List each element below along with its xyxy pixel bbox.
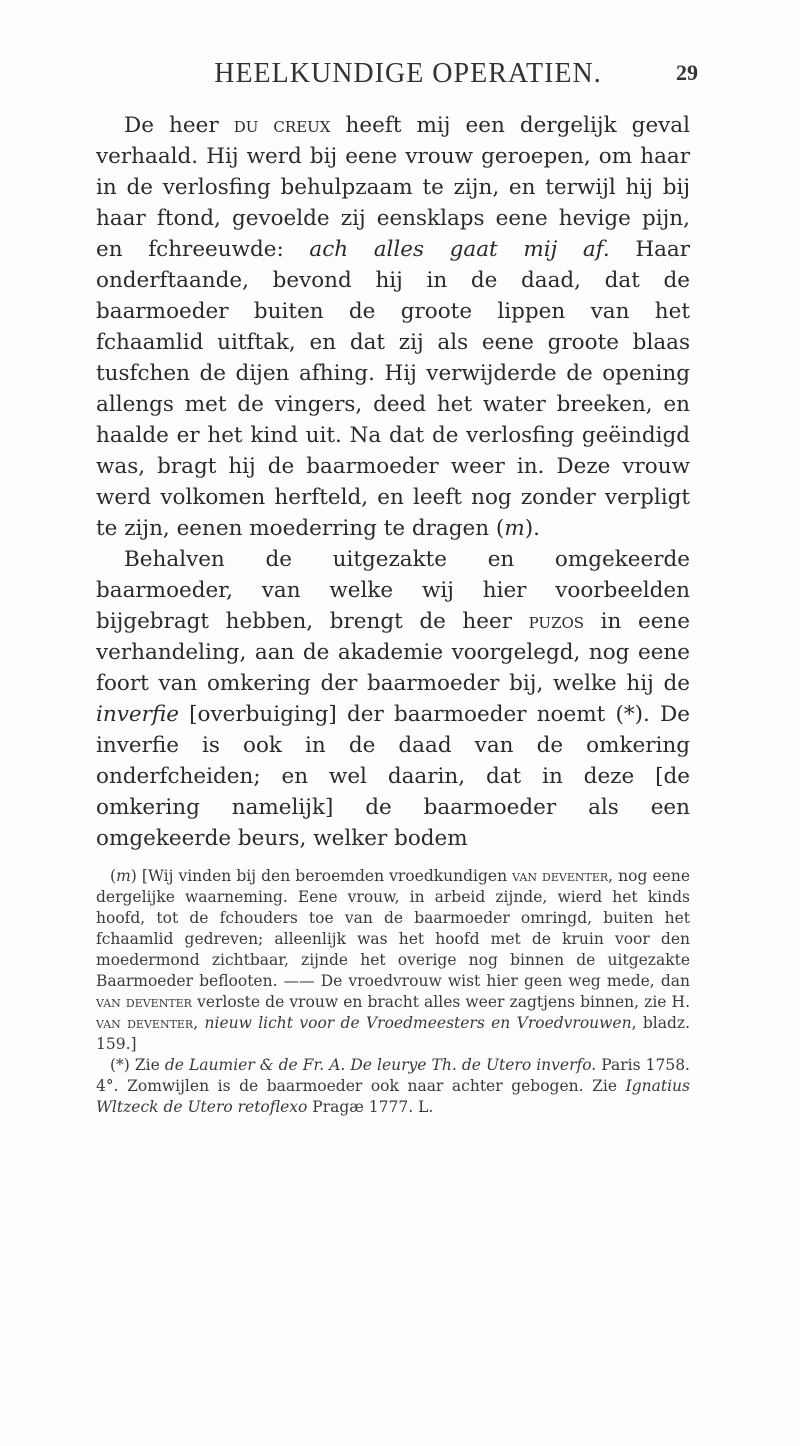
footnote-asterisk: (*) Zie de Laumier & de Fr. A. De leurye Th. de Utero inverfo. Paris 1758. 4°. Zomwijlen is de baarmoeder ook naar achter gebogen. Zie Ignatius Wltzeck de Utero retoflexo Pragæ 1777. L.: [96, 1056, 690, 1116]
footnotes: [96, 866, 690, 1118]
body-paragraph: Behalven de uitgezakte en omgekeerde baarmoeder, van welke wij hier voorbeelden bijgebragt hebben, brengt de heer puzos in eene verhandeling, aan de akademie voorgelegd, nog eene foort van omkering der baarmoeder bij, welke hij de inverfie [overbuiging] der baarmoeder noemt (*). De inverfie is ook in de daad van de omkering onderfcheiden; en wel daarin, dat in deze [de omkering namelijk] de baarmoeder als een omgekeerde beurs, welker bodem: [96, 547, 690, 851]
small-caps-name: van deventer: [96, 993, 192, 1011]
italic-text: inverfie: [96, 702, 179, 727]
italic-text: ach alles gaat mij af.: [309, 237, 610, 262]
italic-text: m: [504, 516, 525, 541]
footnote-m: (m) [Wij vinden bij den beroemden vroedkundigen van deventer, nog eene dergelijke waarneming. Eene vrouw, in arbeid zijnde, wierd het kinds hoofd, tot de fchouders toe van de baarmoeder omringd, buiten het fchaamlid gedreven; alleenlijk was het hoofd met de kruin voor den moedermond zichtbaar, zijnde het overige nog binnen de uitgezakte Baarmoeder beflooten. —— De vroedvrouw wist hier geen weg mede, dan van deventer verloste de vrouw en bracht alles weer zagtjens binnen, zie H. van deventer, nieuw licht voor de Vroedmeesters en Vroedvrouwen, bladz. 159.]: [96, 867, 690, 1053]
body-paragraph: De heer du creux heeft mij een dergelijk geval verhaald. Hij werd bij eene vrouw geroepen, om haar in de verlosfing behulpzaam te zijn, en terwijl hij bij haar ftond, gevoelde zij eensklaps eene hevige pijn, en fchreeuwde: ach alles gaat mij af. Haar onderftaande, bevond hij in de daad, dat de baarmoeder buiten de groote lippen van het fchaamlid uitftak, en dat zij als eene groote blaas tusfchen de dijen afhing. Hij verwijderde de opening allengs met de vingers, deed het water breeken, en haalde er het kind uit. Na dat de verlosfing geëindigd was, bragt hij de baarmoeder weer in. Deze vrouw werd volkomen herfteld, en leeft nog zonder verpligt te zijn, eenen moederring te dragen (m).: [96, 113, 691, 541]
small-caps-name: puzos: [528, 609, 585, 634]
italic-text: de Laumier & de Fr. A. De leurye Th. de Utero inverfo.: [164, 1056, 597, 1074]
running-title: HEELKUNDIGE OPERATIEN.: [214, 58, 602, 89]
small-caps-name: van deventer: [96, 1014, 194, 1032]
italic-text: Ignatius Wltzeck de Utero retoflexo: [96, 1077, 690, 1116]
italic-text: nieuw licht voor de Vroedmeesters en Vroedvrouwen: [204, 1014, 632, 1032]
small-caps-name: du creux: [233, 113, 331, 138]
italic-text: m: [116, 867, 131, 885]
page-number: 29: [676, 60, 698, 85]
text-block: [96, 110, 690, 1118]
running-head: [118, 58, 698, 98]
small-caps-name: van deventer: [512, 867, 609, 885]
